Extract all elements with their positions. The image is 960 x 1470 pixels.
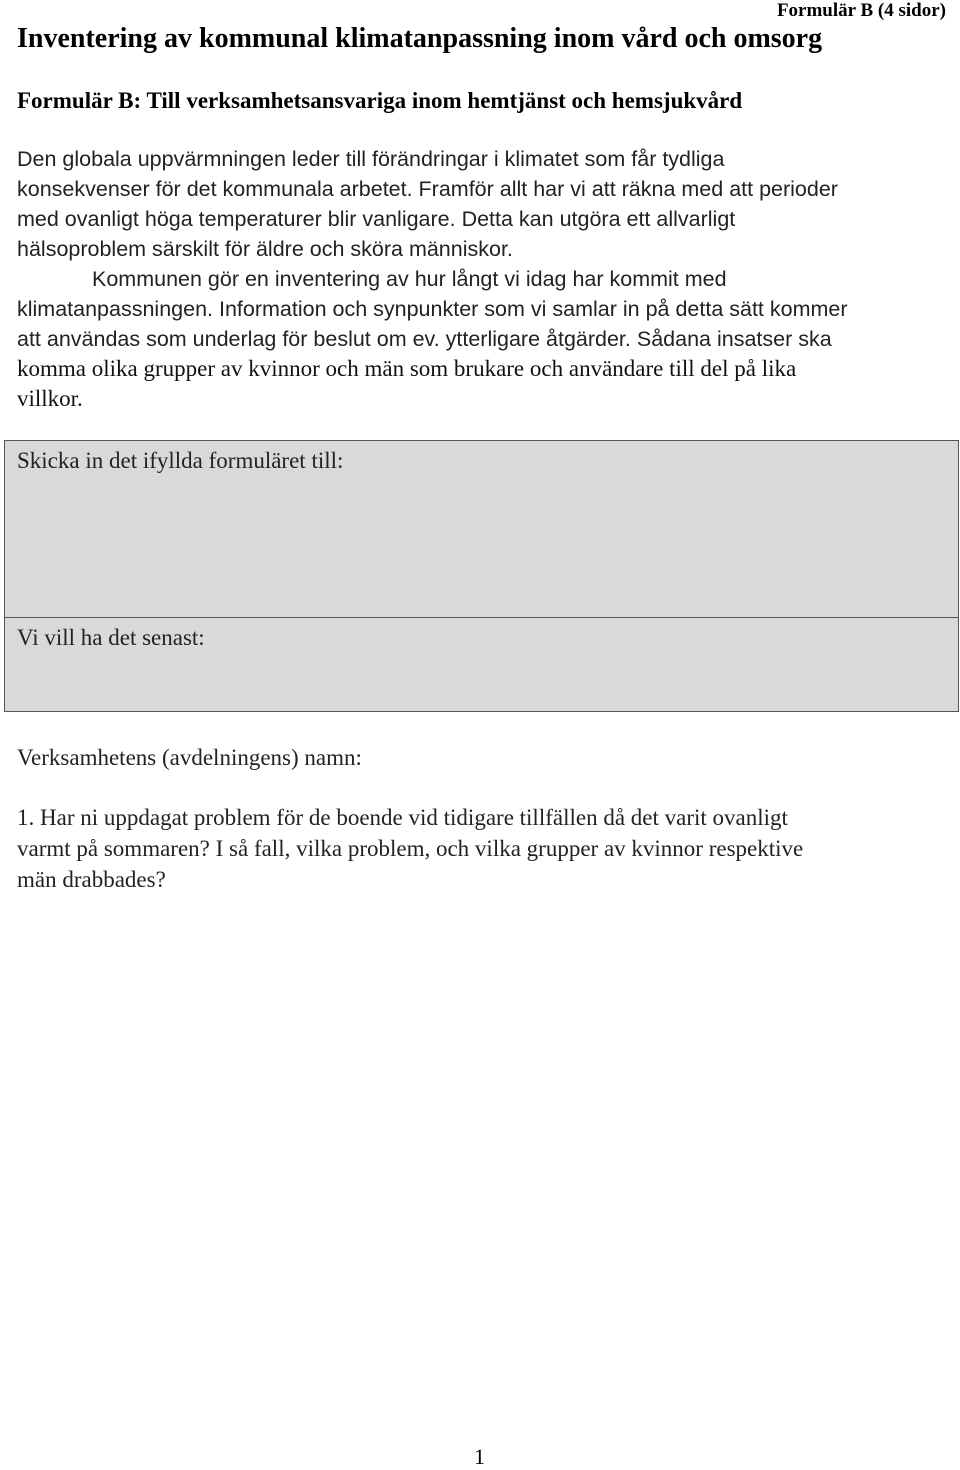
page-number: 1	[474, 1444, 485, 1469]
intro-line: hälsoproblem särskilt för äldre och sköra människor.	[17, 237, 513, 261]
document-title: Inventering av kommunal klimatanpassning inom vård och omsorg	[17, 23, 823, 54]
question-line: varmt på sommaren? I så fall, vilka problem, och vilka grupper av kvinnor respektive	[17, 836, 804, 861]
unit-name-label: Verksamhetens (avdelningens) namn:	[17, 745, 362, 770]
intro-line: att användas som underlag för beslut om ev. ytterligare åtgärder. Sådana insatser ska	[17, 327, 832, 351]
intro-line: Den globala uppvärmningen leder till förändringar i klimatet som får tydliga	[17, 147, 725, 171]
intro-line: Kommunen gör en inventering av hur långt vi idag har kommit med	[92, 267, 727, 291]
send-to-field[interactable]	[4, 440, 959, 618]
send-to-label: Skicka in det ifyllda formuläret till:	[17, 448, 344, 473]
intro-line: komma olika grupper av kvinnor och män som brukare och användare till del på lika	[17, 356, 797, 381]
question-line: 1. Har ni uppdagat problem för de boende vid tidigare tillfällen då det varit ovanligt	[17, 805, 788, 830]
deadline-label: Vi vill ha det senast:	[17, 625, 205, 650]
intro-line: villkor.	[17, 386, 83, 411]
deadline-field[interactable]	[4, 617, 959, 712]
intro-line: med ovanligt höga temperaturer blir vanligare. Detta kan utgöra ett allvarligt	[17, 207, 736, 231]
question-1	[17, 802, 947, 895]
intro-line: klimatanpassningen. Information och synpunkter som vi samlar in på detta sätt kommer	[17, 297, 848, 321]
form-page-label: Formulär B (4 sidor)	[776, 0, 946, 21]
intro-line: konsekvenser för det kommunala arbetet. Framför allt har vi att räkna med att perioder	[17, 177, 838, 201]
document-subtitle: Formulär B: Till verksamhetsansvariga inom hemtjänst och hemsjukvård	[17, 88, 743, 113]
intro-paragraph	[17, 144, 947, 414]
question-line: män drabbades?	[17, 867, 166, 892]
